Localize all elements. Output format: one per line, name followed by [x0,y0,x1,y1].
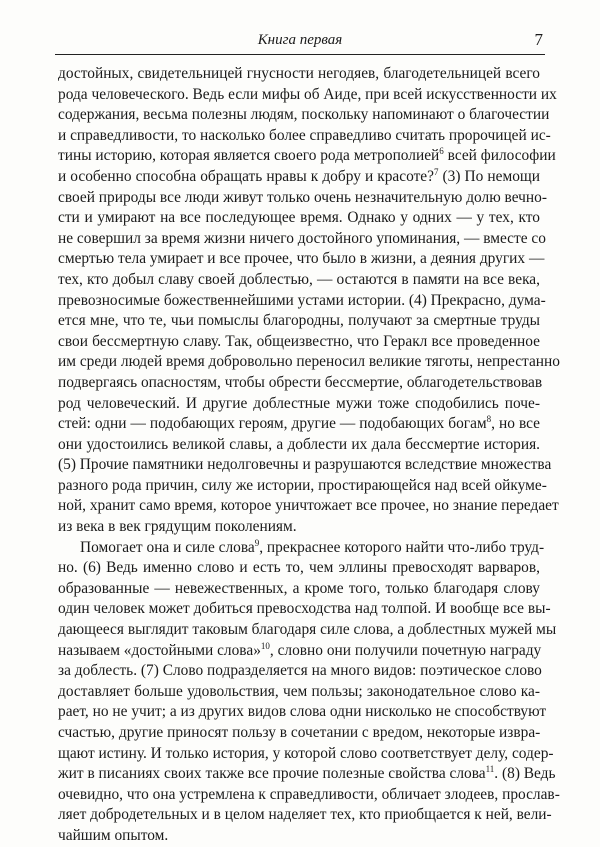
body-text [58,64,560,847]
text-line: не совершил за время жизни ничего достойного упоминания, — вместе со [58,229,546,247]
text-line: рода человеческого. Ведь если мифы об Аиде, при всей искусственности их [58,85,557,103]
text-line: они удостоились великой славы, а доблести их дала бессмертие история. [58,435,540,453]
text-line: один человек может добиться превосходства над толпой. И вообще все вы- [58,600,551,618]
text-line: доставляет больше удовольствия, чем пользы; законодательное слово ка- [58,682,540,700]
paragraph [58,64,560,538]
text-line: смертью тела умирает и все прочее, что было в жизни, а деяния других — [58,250,545,268]
text-line: и особенно способна обращать нравы к добру и красоте?$^7$ (3) По немощи [58,166,541,185]
text-line: род человеческий. И другие доблестные мужи тоже сподобились поче- [58,394,540,412]
text-line: но. (6) Ведь именно слово и есть то, чем эллины превосходят варваров, [58,559,540,577]
text-line: ляет добродетельных и в целом наделяет тех, кто приобщается к ней, вели- [58,806,552,824]
text-line: и справедливости, то насколько более справедливо считать пророчицей ис- [58,126,551,144]
text-line: счастью, другие приносят пользу в сочетании с вредом, некоторые извра- [58,724,541,741]
text-line: из века в век грядущим поколениям. [58,518,297,536]
text-line: тины историю, которая является своего рода метрополией$^6$ всей философии [58,146,556,165]
text-line: образованные — невежественных, а кроме того, только благодаря слову [58,579,540,597]
text-line: стей: одни — подобающих героям, другие — подобающих богам$^8$, но все [58,414,540,433]
running-header-title: Книга первая [257,32,343,48]
paragraph [58,537,560,847]
text-line: называем «достойными слова»$^{10}$, словно они получили почетную награду [58,640,542,659]
text-line: разного рода причин, силу же истории, простирающейся над всей ойкуме- [58,476,547,494]
text-line: ется мне, что те, чьи помыслы благородны, получают за смертные труды [58,312,540,330]
text-line: ной, хранит само время, которое уничтожает все прочее, но знание передает [58,497,559,515]
text-line: чайшим опытом. [58,826,169,844]
text-line: содержания, весьма полезны людям, поскольку напоминают о благочестии [58,106,550,124]
text-line: очевидно, что она устремлена к справедливости, обличает злодеев, прослав- [58,785,560,803]
text-line: превозносимые божественнейшими устами истории. (4) Прекрасно, дума- [58,291,546,309]
text-line: жит в писаниях своих также все прочие полезные свойства слова$^{11}$. (8) Ведь [58,764,556,783]
page-number: 7 [534,30,543,49]
text-line: дающееся выглядит таковым благодаря силе слова, а доблестных мужей мы [58,621,557,639]
text-line: тех, кто добыл славу своей доблестью, — остаются в памяти на все века, [58,270,540,288]
text-line: щают истину. И только история, у которой слово соответствует делу, содер- [58,744,554,762]
text-line: (5) Прочие памятники недолговечны и разрушаются вследствие множества [58,456,552,474]
text-line: им среди людей время добровольно переносил великие тяготы, непрестанно [58,353,560,371]
text-line: свои бессмертную славу. Так, общеизвестно, что Геракл все проведенное [58,332,540,350]
text-line: Помогает она и силе слова$^9$, прекраснее которого найти что-либо труд- [80,537,545,556]
text-line: достойных, свидетельницей гнусности негодяев, благодетельницей всего [58,65,540,82]
text-line: рает, но не учит; а из других видов слова одни нисколько не способствуют [58,703,547,721]
text-line: за доблесть. (7) Слово подразделяется на много видов: поэтическое слово [58,662,542,680]
text-line: подвергаясь опасностям, чтобы обрести бессмертие, облагодетельствовав [58,373,543,391]
running-header [55,30,545,55]
text-line: своей природы все люди живут только очень незначительную долю вечно- [58,188,547,206]
text-line: сти и умирают на все последующее время. Однако у одних — у тех, кто [58,209,540,227]
